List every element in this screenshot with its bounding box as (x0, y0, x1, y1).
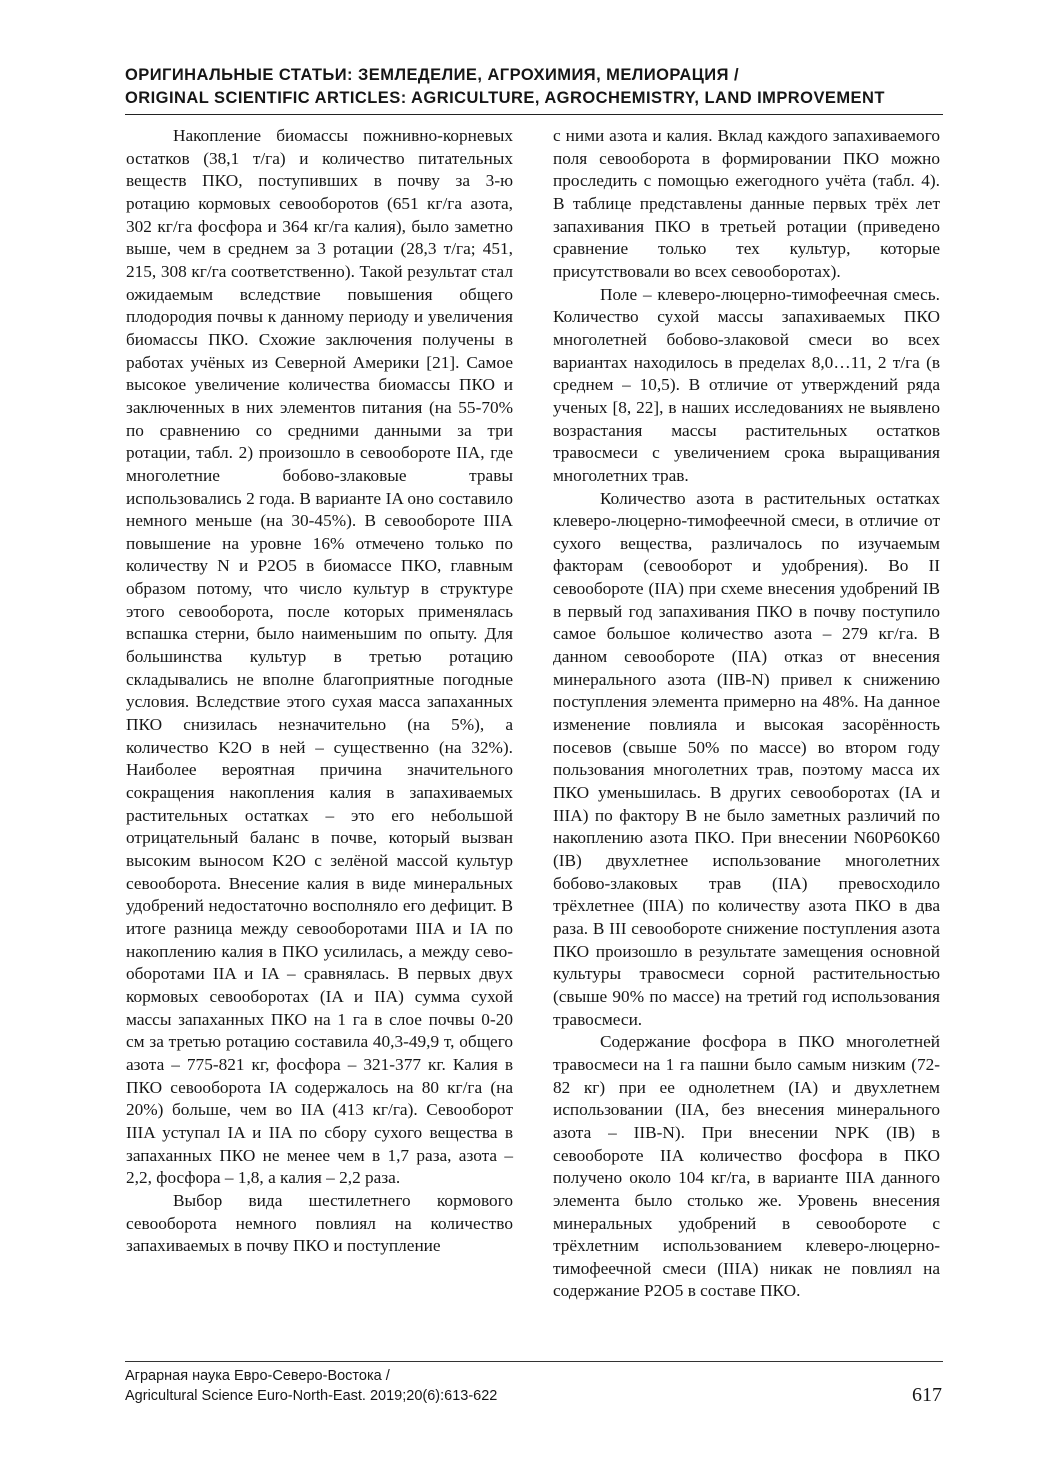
page-number: 617 (912, 1384, 942, 1406)
header-divider (125, 114, 943, 115)
left-column (126, 125, 513, 1258)
paragraph: Поле – клеверо-люцерно-тимофеечная смесь. Количество сухой массы запахиваемых ПКО многолетней бобово-злаковой смеси во всех вариантах находилось в пределах 8,0…11, 2 т/га (в среднем – 10,5). В отличие от утверждений ряда ученых [8, 22], в наших исследованиях не выявлено возрастания массы растительных остатков травосмеси с увеличением срока выращивания многолетних трав. (553, 284, 940, 485)
footer-journal-en: Agricultural Science Euro-North-East. 2019;20(6):613-622 (125, 1388, 498, 1404)
paragraph-continuation: с ними азота и калия. Вклад каждого запахиваемого поля севооборота в формировании ПКО можно проследить с помощью ежегодного учёта (табл. 4). В таблице представлены данные первых трёх лет запахивания ПКО в третьей ротации (приведено сравнение только тех культур, которые присутствовали во всех севооборотах). (553, 126, 940, 281)
header-title-ru: ОРИГИНАЛЬНЫЕ СТАТЬИ: ЗЕМЛЕДЕЛИЕ, АГРОХИМИЯ, МЕЛИОРАЦИЯ / (125, 66, 739, 84)
paragraph: Накопление биомассы пожнивно-корневых остатков (38,1 т/га) и количество питательных веществ ПКО, поступивших в почву за 3-ю ротацию кормовых севооборотов (651 кг/га азота, 302 кг/га фосфора и 364 кг/га калия), было заметно выше, чем в среднем за 3 ротации (28,3 т/га; 451, 215, 308 кг/га соответственно). Такой результат стал ожидаемым вследствие повышения общего плодородия почвы к данному периоду и увеличения биомассы ПКО. Схожие заключения получены в работах учёных из Северной Америки [21]. Самое высокое увеличение количества биомассы ПКО и заключенных в них элементов питания (на 55-70% по сравнению со средними данными за три ротации, табл. 2) произошло в севообороте IIA, где многолетние бобово-злаковые травы использовались 2 года. В варианте IA оно составило немного меньше (на 30-45%). В севообороте IIIA повышение на уровне 16% отмечено только по количеству N и P2O5 в биомассе ПКО, главным образом потому, что число культур в структуре этого севооборота, после которых применялась вспашка стерни, было наименьшим по опыту. Для большинства культур в третью ротацию складывались не вполне благоприятные погодные условия. Вследствие этого сухая масса запаханных ПКО снизилась незначительно (на 5%), а количество K2O в ней – существенно (на 32%). Наиболее вероятная причина значительного сокращения накопления калия в запахиваемых растительных остатках – это его небольшой отрицательный баланс в почве, который вызван высоким выносом K2O с зелёной массой культур севооборота. Внесение калия в виде минеральных удобрений недостаточно восполняло его дефицит. В итоге разница между севооборотами IIIA и IA по накоплению калия в ПКО усилилась, а между севооборотами IIA и IA – сравнялась. В первых двух кормовых севооборотах (IA и IIA) сумма сухой массы запаханных ПКО на 1 га в слое почвы 0-20 см за третью ротацию составила 40,3-49,9 т, общего азота – 775-821 кг, фосфора – 321-377 кг. Калия в ПКО севооборота IA содержалось на 80 кг/га (на 20%) больше, чем во IIA (413 кг/га). Севооборот IIIA уступал IA и IIA по сбору сухого вещества в запаханных ПКО не менее чем в 1,7 раза, азота – 2,2, фосфора – 1,8, а калия – 2,2 раза. (126, 126, 513, 1188)
footer-divider (125, 1361, 943, 1362)
paragraph: Содержание фосфора в ПКО многолетней травосмеси на 1 га пашни было самым низким (72-82 кг) при ее однолетнем (IA) и двухлетнем использовании (IIA, без внесения минерального азота – IIB-N). При внесении NPK (IB) в севообороте IIA количество фосфора в ПКО получено около 104 кг/га, в варианте IIIA данного элемента было столько же. Уровень внесения минеральных удобрений в севообороте с трёхлетним использованием клеверо-люцерно-тимофеечной смеси (IIIA) никак не повлиял на содержание P2O5 в составе ПКО. (553, 1032, 940, 1301)
paragraph: Количество азота в растительных остатках клеверо-люцерно-тимофеечной смеси, в отличие от сухого вещества, различалось по изучаемым факторам (севооборот и удобрения). Во II севообороте (IIA) при схеме внесения удобрений IB в первый год запахивания ПКО в почву поступило самое большое количество азота – 279 кг/га. В данном севообороте (IIA) отказ от внесения минерального азота (IIB-N) привел к снижению поступления элемента примерно на 48%. На данное изменение повлияла и высокая засорённость посевов (свыше 50% по массе) во втором году пользования многолетних трав, поэтому масса их ПКО уменьшилась. В других севооборотах (IA и IIIA) по фактору В не было заметных различий по накоплению азота ПКО. При внесении N60P60K60 (IB) двухлетнее использование многолетних бобово-злаковых трав (IIA) превосходило трёхлетнее (IIIA) по количеству азота ПКО в два раза. В III севообороте снижение поступления азота ПКО произошло в результате замещения основной культуры травосмеси сорной растительностью (свыше 90% по массе) на третий год использования травосмеси. (553, 488, 940, 1029)
footer-journal-ru: Аграрная наука Евро-Северо-Востока / (125, 1368, 390, 1384)
running-header (125, 64, 945, 110)
footer-journal-citation (125, 1366, 497, 1406)
header-title-en: ORIGINAL SCIENTIFIC ARTICLES: AGRICULTURE, AGROCHEMISTRY, LAND IMPROVEMENT (125, 89, 885, 107)
right-column (553, 125, 940, 1303)
paragraph: Выбор вида шестилетнего кормового севооборота немного повлиял на количество запахиваемых в почву ПКО и поступление (126, 1190, 513, 1256)
